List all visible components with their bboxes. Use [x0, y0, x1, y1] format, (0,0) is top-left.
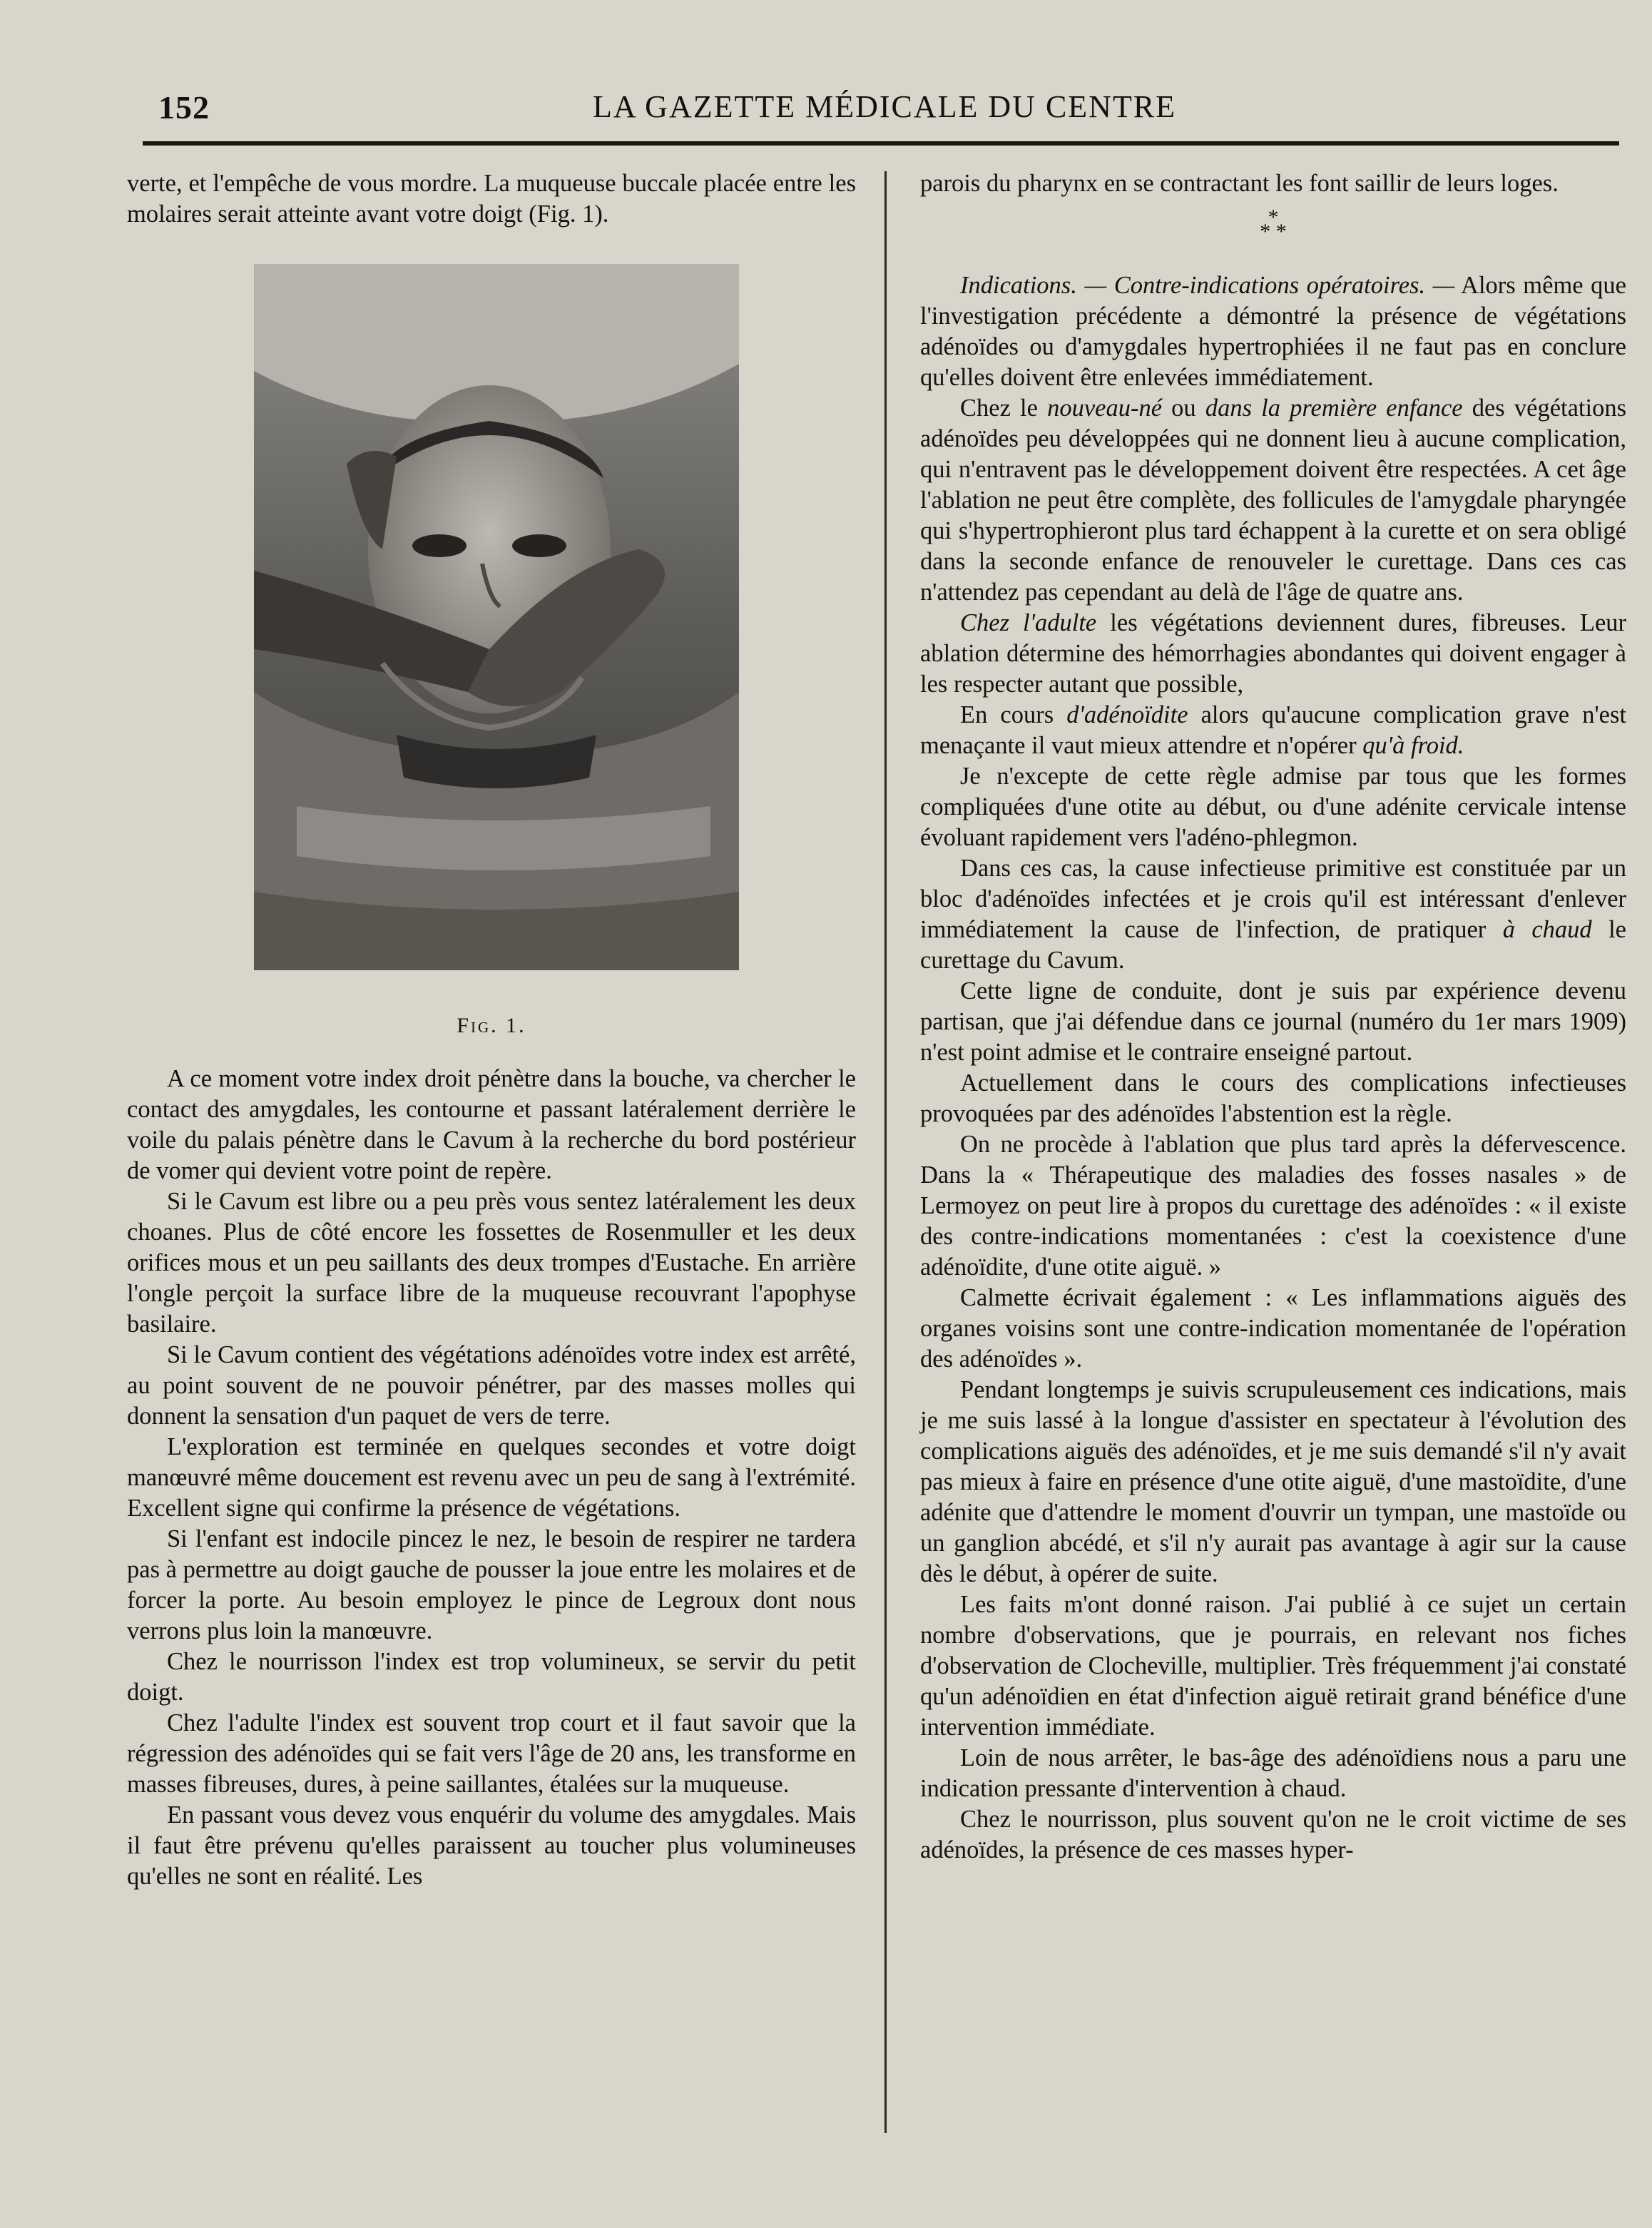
paragraph: L'exploration est terminée en quelques secondes et votre doigt manœuvré même doucement est revenu avec un peu de sang à l'extrémité. Excellent signe qui confirme la présence de végétations. — [127, 1433, 856, 1522]
asterism — [920, 205, 1626, 243]
paragraph: Pendant longtemps je suivis scrupuleusement ces indications, mais je me suis lassé à la longue d'assister en spectateur à l'évolution des complications aiguës des adénoïdes, et je me suis demandé s'il n'y avait pas mieux à faire en présence d'une otite aiguë, d'une mastoïdite, d'une adénite que d'attendre le moment d'ouvrir un tympan, une mastoïde ou un ganglion abcédé, et s'il n'y aurait pas avantage à agir sur la cause dès le début, à opérer de suite. — [920, 1376, 1626, 1587]
right-column — [920, 168, 1626, 1866]
paragraph: Les faits m'ont donné raison. J'ai publié à ce sujet un certain nombre d'observations, que je pourrais, en relevant nos fiches d'observation de Clocheville, multiplier. Très fréquemment j'ai constaté qu'un adénoïdien en état d'infection aiguë retirait grand bénéfice d'une intervention immédiate. — [920, 1591, 1626, 1741]
paragraph: Dans ces cas, la cause infectieuse primitive est constituée par un bloc d'adénoïdes infectées et je crois qu'il est intéressant d'enlever immédiatement la cause de l'infection, de pratiquer à chaud le curettage du Cavum. — [920, 855, 1626, 974]
paragraph: Actuellement dans le cours des complications infectieuses provoquées par des adénoïdes l'abstention est la règle. — [920, 1069, 1626, 1127]
section-heading: Indications. — Contre-indications opératoires. — — [960, 272, 1455, 299]
asterism-star: * — [1260, 220, 1271, 243]
child-examination-photo — [254, 264, 739, 970]
asterism-star: * — [1268, 205, 1279, 229]
figure-caption: Fig. 1. — [457, 1014, 526, 1037]
asterism-star-pair — [920, 220, 1626, 243]
paragraph: Si l'enfant est indocile pincez le nez, le besoin de respirer ne tardera pas à permettre au doigt gauche de pousser la joue entre les molaires et de forcer la porte. Au besoin employez le pince de Legroux dont nous verrons plus loin la manœuvre. — [127, 1525, 856, 1644]
page-number: 152 — [158, 89, 210, 126]
paragraph: Si le Cavum contient des végétations adénoïdes votre index est arrêté, au point souvent de ne pouvoir pénétrer, par des masses molles qui donnent la sensation d'un paquet de vers de terre. — [127, 1341, 856, 1430]
left-column — [127, 168, 856, 1892]
paragraph: Je n'excepte de cette règle admise par tous que les formes compliquées d'une otite au début, ou d'une adénite cervicale intense évoluant rapidement vers l'adéno-phlegmon. — [920, 763, 1626, 851]
page-header — [143, 80, 1626, 137]
figure-photo — [254, 264, 739, 970]
paragraph: On ne procède à l'ablation que plus tard après la défervescence. Dans la « Thérapeutique des maladies des fosses nasales » de Lermoyez on peut lire à propos du curettage des adénoïdes : « il existe des contre-indications momentanées : c'est la coexistence d'une adénoïdite, d'une otite aiguë. » — [920, 1131, 1626, 1281]
paragraph-indications: Indications. — Contre-indications opératoires. — Alors même que l'investigation précédente a démontré la présence de végétations adénoïdes ou d'amygdales hypertrophiées il ne faut pas en conclure qu'elles doivent être enlevées immédiatement. — [920, 272, 1626, 391]
paragraph: verte, et l'empêche de vous mordre. La muqueuse buccale placée entre les molaires serait atteinte avant votre doigt (Fig. 1). — [127, 170, 856, 228]
paragraph: En passant vous devez vous enquérir du volume des amygdales. Mais il faut être prévenu qu'elles paraissent au toucher plus volumineuses qu'elles ne sont en réalité. Les — [127, 1801, 856, 1890]
paragraph: Chez le nourrisson l'index est trop volumineux, se servir du petit doigt. — [127, 1648, 856, 1706]
paragraph: Chez le nourrisson, plus souvent qu'on ne le croit victime de ses adénoïdes, la présence de ces masses hyper- — [920, 1806, 1626, 1863]
running-title: LA GAZETTE MÉDICALE DU CENTRE — [592, 89, 1177, 124]
paragraph: parois du pharynx en se contractant les font saillir de leurs loges. — [920, 170, 1559, 197]
paragraph: Loin de nous arrêter, le bas-âge des adénoïdiens nous a paru une indication pressante d'intervention à chaud. — [920, 1744, 1626, 1802]
paragraph: Chez le nouveau-né ou dans la première enfance des végétations adénoïdes peu développées qui ne donnent lieu à aucune complication, qui n'entravent pas le développement doivent être respectées. A cet âge l'ablation ne peut être complète, des follicules de l'amygdale pharyngée qui s'hypertrophieront plus tard échappent à la curette et on sera obligé dans la seconde enfance de renouveler le curettage. Dans ces cas n'attendez pas cependant au delà de l'âge de quatre ans. — [920, 395, 1626, 606]
paragraph: Si le Cavum est libre ou a peu près vous sentez latéralement les deux choanes. Plus de côté encore les fossettes de Rosenmuller et les deux orifices mous et un peu saillants des deux trompes d'Eustache. En arrière l'ongle perçoit la surface libre de la muqueuse recouvrant l'apophyse basilaire. — [127, 1188, 856, 1338]
paragraph: Chez l'adulte les végétations deviennent dures, fibreuses. Leur ablation détermine des hémorrhagies abondantes qui doivent engager à les respecter autant que possible, — [920, 609, 1626, 698]
column-divider — [884, 171, 887, 2133]
paragraph: Chez l'adulte l'index est souvent trop court et il faut savoir que la régression des adénoïdes qui se fait vers l'âge de 20 ans, les transforme en masses fibreuses, dures, à peine saillantes, étalées sur la muqueuse. — [127, 1709, 856, 1798]
paragraph: Calmette écrivait également : « Les inflammations aiguës des organes voisins sont une contre-indication momentanée de l'opération des adénoïdes ». — [920, 1284, 1626, 1373]
asterism-star: * — [1275, 220, 1287, 243]
paragraph: A ce moment votre index droit pénètre dans la bouche, va chercher le contact des amygdales, les contourne et passant latéralement derrière le voile du palais pénètre dans le Cavum à la recherche du bord postérieur de vomer qui devient votre point de repère. — [127, 1065, 856, 1184]
header-rule — [143, 141, 1619, 146]
paragraph: En cours d'adénoïdite alors qu'aucune complication grave n'est menaçante il vaut mieux attendre et n'opérer qu'à froid. — [920, 701, 1626, 759]
paragraph: Cette ligne de conduite, dont je suis par expérience devenu partisan, que j'ai défendue dans ce journal (numéro du 1er mars 1909) n'est point admise et le contraire enseigné partout. — [920, 977, 1626, 1066]
